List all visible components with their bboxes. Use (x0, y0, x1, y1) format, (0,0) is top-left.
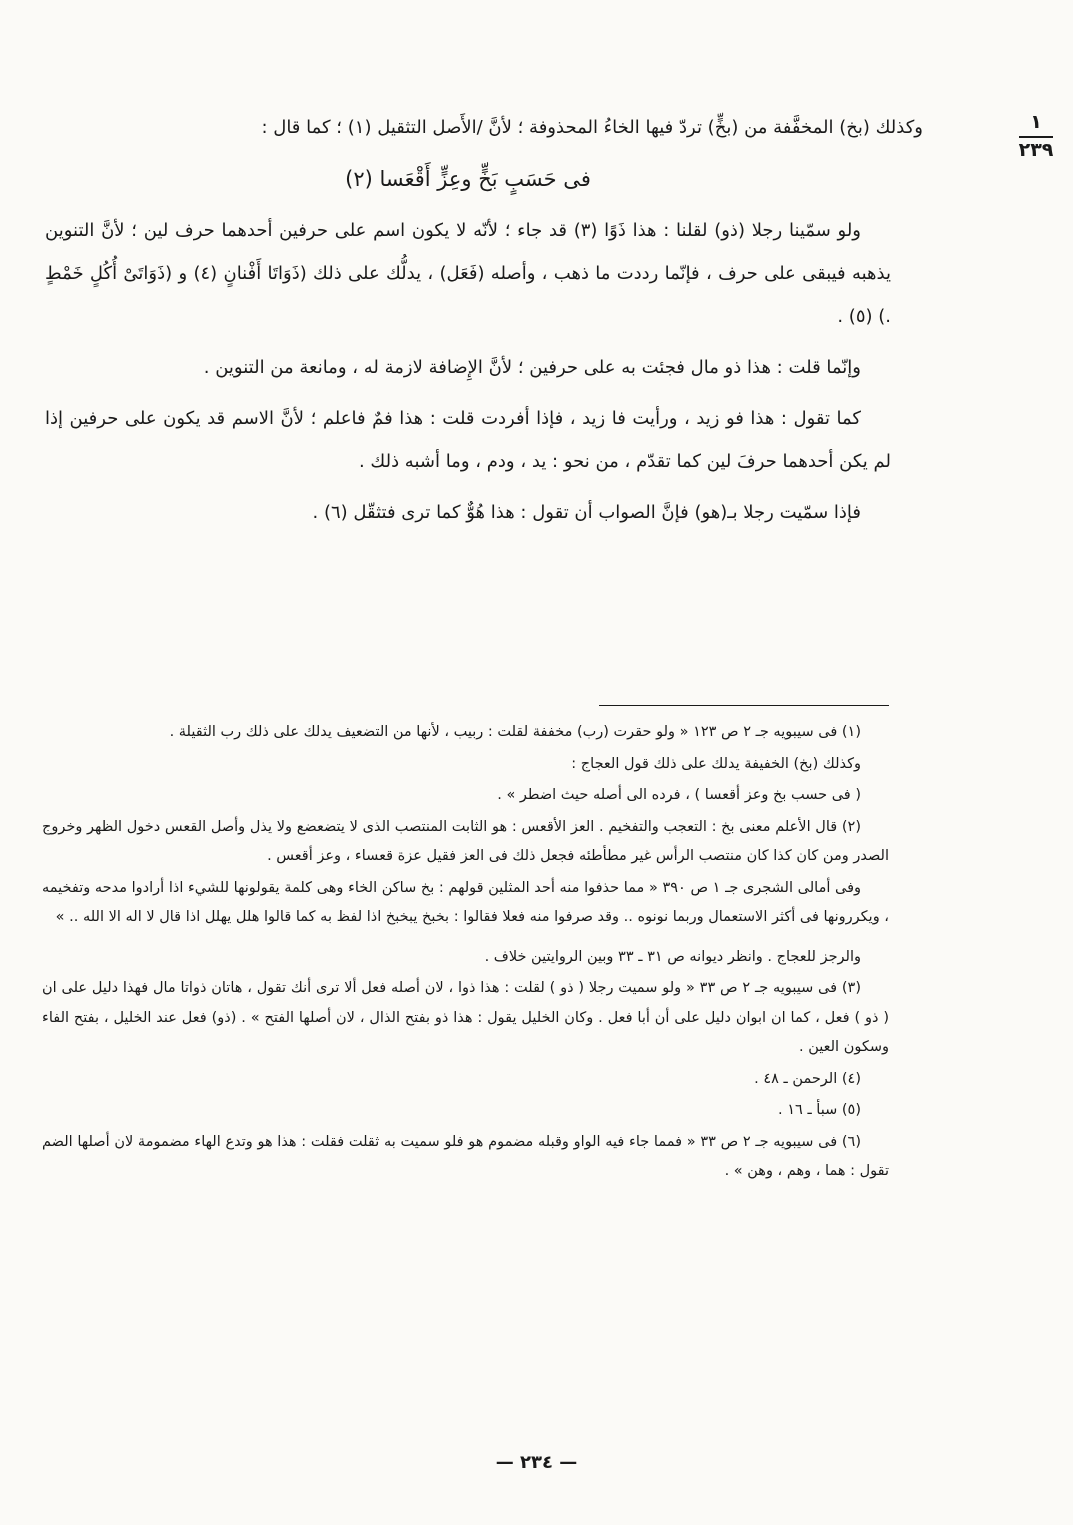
footnote-5: (٥) سبأ ـ ١٦ . (778, 1102, 861, 1118)
body-paragraph-2: ولو سمّينا رجلا (ذو) لقلنا : هذا ذَوًا (٣) قد جاء ؛ لأنّه لا يكون اسم على حرفين أحدهما حرف لين ؛ لأنَّ التنوين يذهبه فيبقى على حرف ، فإنّما رددت ما ذهب ، وأصله (فَعَل) ، يدلُّك على ذلك (ذَوَاتَا أَفْنانٍ (٤) و (ذَوَاتَىْ أُكُلٍ خَمْطٍ .) (٥) . (45, 220, 891, 327)
footnote-divider (599, 705, 889, 706)
body-paragraph-5: فإذا سمّيت رجلا بـ(هو) فإنَّ الصواب أن تقول : هذا هُوٌّ كما ترى فتثقّل (٦) . (312, 502, 861, 523)
footnote-6: (٦) فى سيبويه جـ ٢ ص ٣٣ « فمما جاء فيه الواو وقبله مضموم هو فلو سميت به ثقلت فقلت : هذا هو وتدع الهاء مضمومة لان أصلها الضم تقول : هما ، وهم ، وهن » . (42, 1133, 889, 1179)
footnote-2-source: والرجز للعجاج . وانظر ديوانه ص ٣١ ـ ٣٣ وبين الروايتين خلاف . (484, 948, 861, 965)
footnote-3: (٣) فى سيبويه جـ ٢ ص ٣٣ « ولو سميت رجلا ( ذو ) لقلت : هذا ذوا ، لان أصله فعل ألا ترى أنك تقول ، هاتان ذواتا مال فهذا دليل على ان ( ذو ) فعل ، كما ان ابوان دليل على أن أبا فعل . وكان الخليل يقول : هذا ذو بفتح الذال ، لان أصلها الفتح » . (ذو) فعل عند الخليل ، بفتح الفاء وسكون العين . (42, 980, 889, 1055)
footnote-1-line-3: ( فى حسب بخ وعز أقعسا ) ، فرده الى أصله حيث اضطر » . (497, 787, 861, 803)
poetry-verse: فى حَسَبٍ بَخٍّ وعِزٍّ أَقْعَسا (٢) (345, 167, 591, 191)
margin-reference-top: ١ (1019, 112, 1053, 138)
footnote-1-line-2: وكذلك (بخ) الخفيفة يدلك على ذلك قول العجاج : (571, 755, 861, 772)
margin-page-reference (1011, 112, 1061, 162)
page-number: — ٢٣٤ — (495, 1452, 578, 1473)
footnote-2-continuation: وفى أمالى الشجرى جـ ١ ص ٣٩٠ « مما حذفوا منه أحد المثلين قولهم : بخ ساكن الخاء وهى كلمة يقولونها للشيء اذا أرادوا مدحه وتفخيمه ، ويكررونها فى أكثر الاستعمال وربما نونوه .. وقد صرفوا منه فعلا فقالوا : بخبخ يبخبخ اذا لفظ به كما قالوا هلل يهلل اذا قال لا اله الا الله .. » (42, 879, 889, 925)
footnote-2: (٢) قال الأعلم معنى بخ : التعجب والتفخيم . العز الأقعس : هو الثابت المنتصب الذى لا يتضعضع ولا يذل وأصل القعس دخول الظهر وخروج الصدر ومن كان كذا كان منتصب الرأس غير مطأطئه فجعل ذلك فى العز فقيل عزة قعساء ، وعز أقعس . (42, 818, 889, 864)
margin-reference-bottom: ٢٣٩ (1018, 138, 1054, 161)
body-paragraph-3: وإنّما قلت : هذا ذو مال فجئت به على حرفين ؛ لأنَّ الإِضافة لازمة له ، ومانعة من التنوين . (203, 357, 861, 378)
footnote-1: (١) فى سيبويه جـ ٢ ص ١٢٣ « ولو حقرت (رب) مخففة لقلت : ربيب ، لأنها من التضعيف يدلك على ذلك رب الثقيلة . (169, 724, 861, 740)
body-paragraph-1: وكذلك (بخ) المخفَّفة من (بخٍّ) تردّ فيها الخاءُ المحذوفة ؛ لأنَّ /الأَصل التثقيل (١) ؛ كما قال : (261, 117, 923, 138)
footnote-4: (٤) الرحمن ـ ٤٨ . (754, 1070, 861, 1087)
main-text (45, 106, 923, 542)
body-paragraph-4: كما تقول : هذا فو زيد ، ورأيت فا زيد ، فإذا أفردت قلت : هذا فمٌ فاعلم ؛ لأنَّ الاسم قد يكون على حرفين إذا لم يكن أحدهما حرفَ لين كما تقدّم ، من نحو : يد ، ودم ، وما أشبه ذلك . (45, 408, 891, 472)
footnotes (42, 718, 889, 1189)
